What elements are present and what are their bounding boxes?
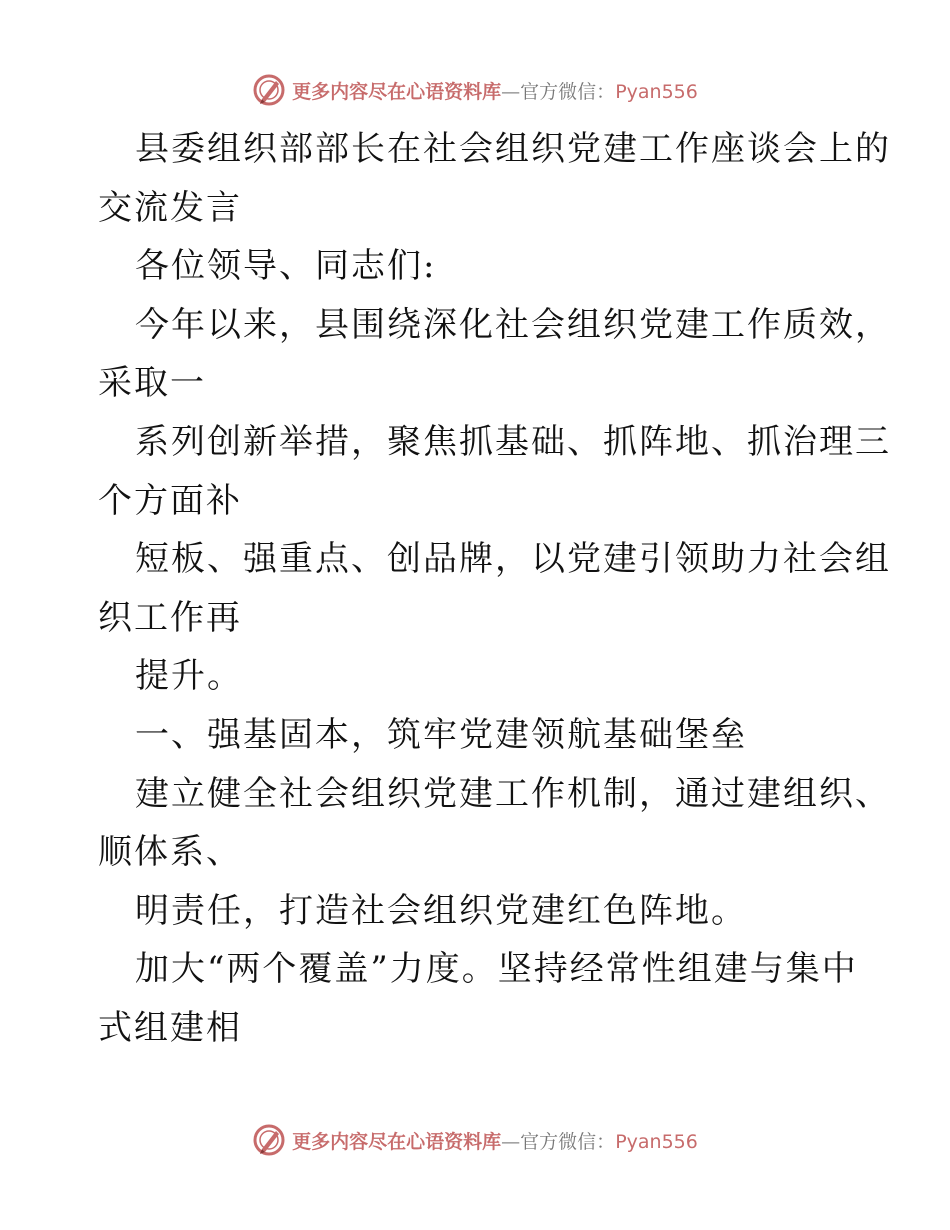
watermark-brand: 更多内容尽在心语资料库 bbox=[292, 1130, 502, 1153]
watermark-text bbox=[292, 1127, 698, 1154]
document-line: 交流发言 bbox=[98, 187, 242, 228]
watermark-label: 官方微信： bbox=[520, 80, 616, 103]
document-line: 系列创新举措，聚焦抓基础、抓阵地、抓治理三 bbox=[135, 421, 891, 462]
watermark-id: Pyan556 bbox=[615, 1130, 698, 1153]
watermark-separator: — bbox=[501, 1130, 521, 1153]
watermark-id: Pyan556 bbox=[615, 80, 698, 103]
logo-pen-icon bbox=[252, 73, 286, 107]
document-line: 采取一 bbox=[98, 363, 206, 404]
watermark-label: 官方微信： bbox=[520, 1130, 616, 1153]
watermark-brand: 更多内容尽在心语资料库 bbox=[292, 80, 502, 103]
document-line: 今年以来，县围绕深化社会组织党建工作质效， bbox=[135, 304, 891, 345]
document-line: 一、强基固本，筑牢党建领航基础堡垒 bbox=[135, 714, 747, 755]
document-line: 加大“两个覆盖”力度。坚持经常性组建与集中 bbox=[135, 949, 858, 990]
document-line: 式组建相 bbox=[98, 1007, 242, 1048]
document-line: 顺体系、 bbox=[98, 832, 242, 873]
document-line: 县委组织部部长在社会组织党建工作座谈会上的 bbox=[135, 129, 891, 169]
document-line: 织工作再 bbox=[98, 597, 242, 638]
footer-watermark bbox=[0, 1120, 950, 1160]
document-line: 个方面补 bbox=[98, 480, 242, 521]
document-line: 明责任，打造社会组织党建红色阵地。 bbox=[135, 890, 747, 931]
header-watermark bbox=[0, 70, 950, 110]
document-body bbox=[98, 120, 891, 1058]
watermark-separator: — bbox=[501, 80, 521, 103]
document-line: 提升。 bbox=[135, 656, 243, 697]
document-line: 建立健全社会组织党建工作机制，通过建组织、 bbox=[135, 773, 891, 814]
document-line: 各位领导、同志们: bbox=[135, 246, 437, 287]
document-line: 短板、强重点、创品牌，以党建引领助力社会组 bbox=[135, 539, 891, 580]
watermark-text bbox=[292, 77, 698, 104]
logo-pen-icon bbox=[252, 1123, 286, 1157]
